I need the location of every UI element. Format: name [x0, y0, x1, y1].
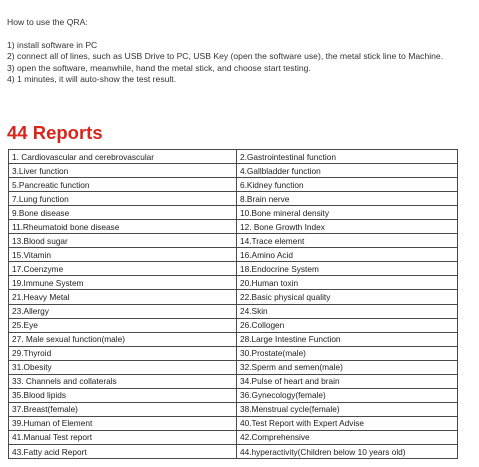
- report-cell: 5.Pancreatic function: [9, 178, 237, 192]
- table-row: [9, 220, 458, 234]
- report-cell: 34.Pulse of heart and brain: [237, 374, 458, 388]
- report-cell: 13.Blood sugar: [9, 234, 237, 248]
- report-cell: 22.Basic physical quality: [237, 290, 458, 304]
- report-cell: 31.Obesity: [9, 360, 237, 374]
- report-cell: 29.Thyroid: [9, 346, 237, 360]
- instructions-heading: How to use the QRA:: [7, 17, 88, 27]
- report-cell: 3.Liver function: [9, 164, 237, 178]
- report-cell: 16.Amino Acid: [237, 248, 458, 262]
- report-cell: 18.Endocrine System: [237, 262, 458, 276]
- report-cell: 11.Rheumatoid bone disease: [9, 220, 237, 234]
- report-cell: 6.Kidney function: [237, 178, 458, 192]
- report-cell: 24.Skin: [237, 304, 458, 318]
- report-cell: 37.Breast(female): [9, 402, 237, 416]
- table-row: [9, 318, 458, 332]
- table-row: [9, 388, 458, 402]
- instruction-step: 1) install software in PC: [7, 39, 98, 50]
- report-cell: 1. Cardiovascular and cerebrovascular: [9, 150, 237, 164]
- report-cell: 25.Eye: [9, 318, 237, 332]
- report-cell: 38.Menstrual cycle(female): [237, 402, 458, 416]
- report-cell: 28.Large Intestine Function: [237, 332, 458, 346]
- instructions-section: [7, 17, 443, 86]
- reports-table-body: [9, 150, 458, 459]
- report-cell: 26.Collogen: [237, 318, 458, 332]
- report-cell: 23.Allergy: [9, 304, 237, 318]
- table-row: [9, 430, 458, 444]
- table-row: [9, 206, 458, 220]
- reports-table: [8, 149, 458, 459]
- instruction-step: 2) connect all of lines, such as USB Drive to PC, USB Key (open the software use), the metal stick line to Machine.: [7, 51, 444, 61]
- table-row: [9, 374, 458, 388]
- report-cell: 2.Gastrointestinal function: [237, 150, 458, 164]
- instruction-step: 4) 1 minutes, it will auto-show the test result.: [7, 74, 177, 84]
- report-cell: 8.Brain nerve: [237, 192, 458, 206]
- table-row: [9, 360, 458, 374]
- table-row: [9, 164, 458, 178]
- table-row: [9, 346, 458, 360]
- report-cell: 39.Human of Element: [9, 416, 237, 430]
- table-row: [9, 192, 458, 206]
- table-row: [9, 402, 458, 416]
- instruction-step: 3) open the software, meanwhile, hand the metal stick, and choose start testing.: [7, 62, 311, 73]
- report-cell: 40.Test Report with Expert Advise: [237, 416, 458, 430]
- table-row: [9, 234, 458, 248]
- table-row: [9, 332, 458, 346]
- report-cell: 17.Coenzyme: [9, 262, 237, 276]
- report-cell: 43.Fatty acid Report: [9, 444, 237, 458]
- report-cell: 14.Trace element: [237, 234, 458, 248]
- table-row: [9, 444, 458, 458]
- report-cell: 10.Bone mineral density: [237, 206, 458, 220]
- report-cell: 30.Prostate(male): [237, 346, 458, 360]
- report-cell: 19.Immune System: [9, 276, 237, 290]
- report-cell: 15.Vitamin: [9, 248, 237, 262]
- report-cell: 32.Sperm and semen(male): [237, 360, 458, 374]
- report-cell: 20.Human toxin: [237, 276, 458, 290]
- table-row: [9, 248, 458, 262]
- report-cell: 41.Manual Test report: [9, 430, 237, 444]
- table-row: [9, 178, 458, 192]
- report-cell: 4.Gallbladder function: [237, 164, 458, 178]
- report-cell: 9.Bone disease: [9, 206, 237, 220]
- table-row: [9, 276, 458, 290]
- table-row: [9, 304, 458, 318]
- table-row: [9, 416, 458, 430]
- report-cell: 44.hyperactivity(Children below 10 years old): [237, 444, 458, 458]
- report-cell: 35.Blood lipids: [9, 388, 237, 402]
- report-cell: 21.Heavy Metal: [9, 290, 237, 304]
- table-row: [9, 262, 458, 276]
- report-cell: 33. Channels and collaterals: [9, 374, 237, 388]
- report-cell: 12. Bone Growth Index: [237, 220, 458, 234]
- report-cell: 27. Male sexual function(male): [9, 332, 237, 346]
- report-cell: 7.Lung function: [9, 192, 237, 206]
- reports-title: 44 Reports: [7, 122, 103, 143]
- table-row: [9, 290, 458, 304]
- table-row: [9, 150, 458, 164]
- report-cell: 36.Gynecology(female): [237, 388, 458, 402]
- report-cell: 42.Comprehensive: [237, 430, 458, 444]
